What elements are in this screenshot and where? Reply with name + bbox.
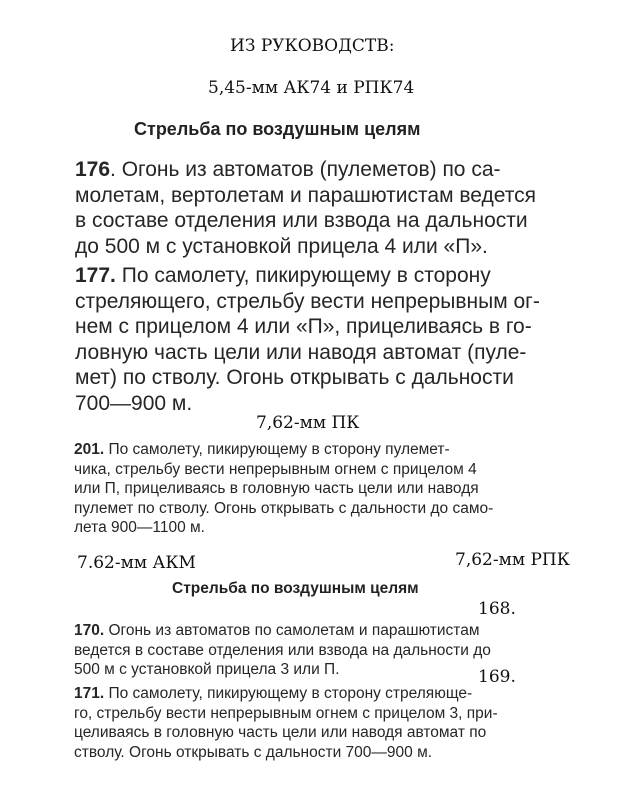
- line-text: По самолету, пикирующему в сторону пулемет-: [108, 441, 450, 458]
- clipped-line-remnant: [75, 404, 595, 412]
- para-line: 500 м с установкой прицела 3 или П.: [74, 661, 340, 678]
- para-line: 176. Огонь из автоматов (пулеметов) по са-: [75, 158, 501, 181]
- paragraph-170: [74, 621, 491, 680]
- section3-title: Стрельба по воздушным целям: [172, 580, 419, 597]
- doc-subheader: 5,45-мм АК74 и РПК74: [208, 78, 415, 98]
- para-line: целиваясь в головную часть цели или наводя автомат по: [74, 724, 487, 741]
- ref-168: 168.: [478, 599, 516, 619]
- section1-title: Стрельба по воздушным целям: [134, 119, 421, 139]
- para-line: [75, 263, 540, 289]
- line-text: Огонь из автоматов по самолетам и парашютистам: [108, 622, 480, 639]
- paragraph-number: 201.: [74, 441, 105, 458]
- section3-caption-left: 7.62-мм АКМ: [77, 553, 196, 573]
- paragraph-number: 177.: [75, 264, 116, 287]
- ref-169: 169.: [478, 667, 516, 687]
- para-line: стволу. Огонь открывать с дальности 700—900 м.: [74, 743, 433, 761]
- clipped-line-remnant-bottom: [75, 785, 195, 794]
- paragraph-171: [74, 684, 498, 762]
- para-line: лета 900—1100 м.: [74, 519, 205, 536]
- line-text: По самолету, пикирующему в сторону стреляюще-: [108, 685, 473, 702]
- paragraph-176: [75, 157, 536, 259]
- line-text: Огонь из автоматов (пулеметов) по са-: [121, 158, 501, 181]
- para-line: мет) по стволу. Огонь открывать с дальности: [75, 366, 514, 389]
- doc-header: ИЗ РУКОВОДСТВ:: [230, 36, 395, 56]
- para-line: [74, 684, 498, 704]
- para-line: [74, 440, 493, 460]
- para-line: до 500 м с установкой прицела 4 или «П».: [75, 234, 488, 258]
- paragraph-201: [74, 440, 493, 538]
- para-line: стреляющего, стрельбу вести непрерывным ог-: [75, 289, 540, 313]
- paragraph-177: [75, 263, 540, 416]
- para-line: го, стрельбу вести непрерывным огнем с прицелом 3, при-: [74, 704, 498, 722]
- para-line: молетам, вертолетам и парашютистам ведется: [75, 183, 536, 207]
- para-line: [74, 621, 491, 641]
- para-line: 700—900 м.: [75, 391, 193, 415]
- section2-caption: 7,62-мм ПК: [256, 413, 360, 433]
- para-line: пулемет по стволу. Огонь открывать с дальности до само-: [74, 499, 494, 517]
- paragraph-number: 176: [75, 158, 111, 181]
- para-line: ведется в составе отделения или взвода на дальности до: [74, 641, 491, 659]
- line-text: По самолету, пикирующему в сторону: [121, 264, 491, 287]
- section3-caption-right: 7,62-мм РПК: [455, 550, 570, 570]
- para-line: или П, прицеливаясь в головную часть цели или наводя: [74, 480, 479, 497]
- para-line: чика, стрельбу вести непрерывным огнем с прицелом 4: [74, 460, 477, 478]
- paragraph-number: 171.: [74, 685, 105, 702]
- para-line: в составе отделения или взвода на дальности: [75, 209, 528, 232]
- para-line: нем с прицелом 4 или «П», прицеливаясь в го-: [75, 315, 532, 338]
- para-line: ловную часть цели или наводя автомат (пуле-: [75, 340, 527, 364]
- paragraph-number: 170.: [74, 622, 105, 639]
